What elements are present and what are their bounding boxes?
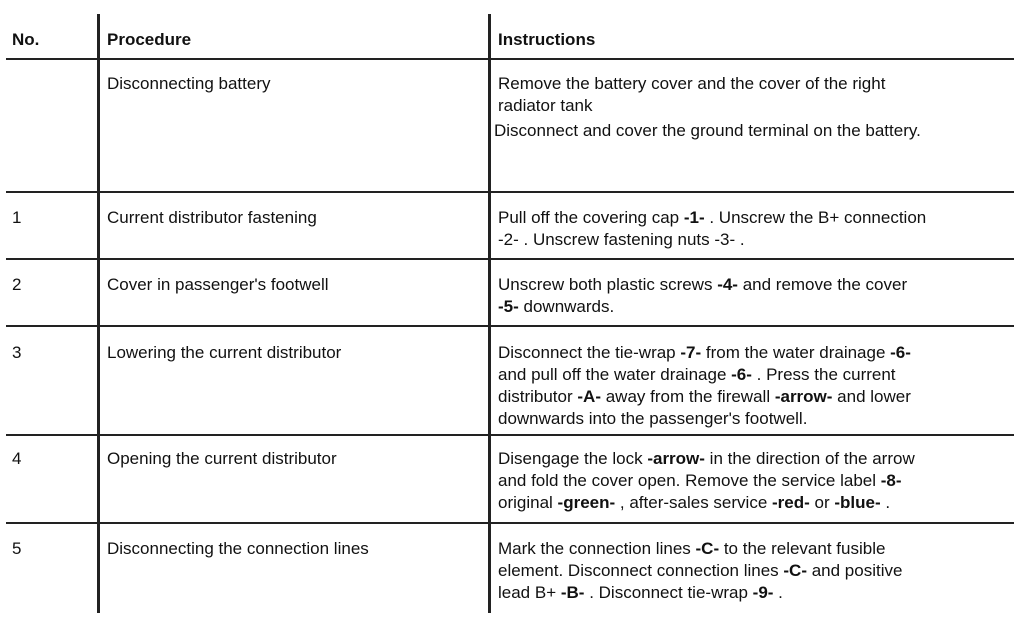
instruction-line: Mark the connection lines -C- to the relevant fusible [498,539,886,558]
part-reference: -9- [752,583,774,602]
row-no: 2 [12,275,22,294]
column-divider [97,14,100,191]
row-no: 4 [12,449,22,468]
instruction-line: Pull off the covering cap -1- . Unscrew the B+ connection [498,208,927,227]
instruction-line: downwards into the passenger's footwell. [498,409,808,428]
instruction-line: -5- downwards. [498,297,615,316]
part-reference: -7- [680,343,702,362]
row-separator [6,434,1014,436]
row-instructions [498,538,1013,604]
instruction-line: radiator tank [498,96,593,115]
instruction-line: Unscrew both plastic screws -4- and remove the cover [498,275,908,294]
instruction-line: lead B+ -B- . Disconnect tie-wrap -9- . [498,583,783,602]
header-no: No. [12,30,40,49]
row-procedure: Disconnecting the connection lines [107,539,369,558]
part-reference: -6- [890,343,911,362]
row-no: 1 [12,208,22,227]
part-reference: -5- [498,297,519,316]
part-reference: -6- [731,365,752,384]
instruction-line: distributor -A- away from the firewall -arrow- and lower [498,387,911,406]
part-reference: -C- [695,539,720,558]
part-reference: -red- [772,493,810,512]
row-instructions [498,448,1013,514]
part-reference: -green- [557,493,616,512]
instruction-line: Disconnect and cover the ground terminal on the battery. [494,121,921,140]
instruction-line: element. Disconnect connection lines -C- and positive [498,561,903,580]
instruction-line: Disengage the lock -arrow- in the direction of the arrow [498,449,915,468]
part-reference: -A- [577,387,601,406]
row-procedure: Current distributor fastening [107,208,317,227]
row-instructions [498,207,1013,251]
instruction-line: and pull off the water drainage -6- . Press the current [498,365,896,384]
row-instructions [498,342,1013,430]
part-reference: -arrow- [647,449,705,468]
header-instructions: Instructions [498,30,596,49]
column-divider [97,193,100,613]
row-instructions [494,73,1013,142]
instruction-line: and fold the cover open. Remove the service label -8- [498,471,902,490]
row-no: 5 [12,539,22,558]
row-procedure: Lowering the current distributor [107,343,342,362]
column-divider [488,193,491,613]
part-reference: -B- [560,583,585,602]
part-reference: -arrow- [774,387,833,406]
part-reference: -blue- [834,493,881,512]
instruction-line: original -green- , after-sales service -red- or -blue- . [498,493,891,512]
row-procedure: Cover in passenger's footwell [107,275,329,294]
row-no: 3 [12,343,22,362]
row-procedure: Disconnecting battery [107,74,271,93]
row-separator [6,325,1014,327]
instruction-line: Disconnect the tie-wrap -7- from the water drainage -6- [498,343,911,362]
row-separator [6,522,1014,524]
row-separator [6,191,1014,193]
part-reference: -4- [717,275,738,294]
row-separator [6,58,1014,60]
column-divider [488,14,491,191]
part-reference: -1- [683,208,705,227]
row-separator [6,258,1014,260]
part-reference: -C- [783,561,807,580]
header-procedure: Procedure [107,30,192,49]
instruction-line: -2- . Unscrew fastening nuts -3- . [498,230,745,249]
row-instructions [498,274,1013,318]
row-procedure: Opening the current distributor [107,449,337,468]
part-reference: -8- [880,471,902,490]
instruction-line: Remove the battery cover and the cover of the right [498,74,886,93]
